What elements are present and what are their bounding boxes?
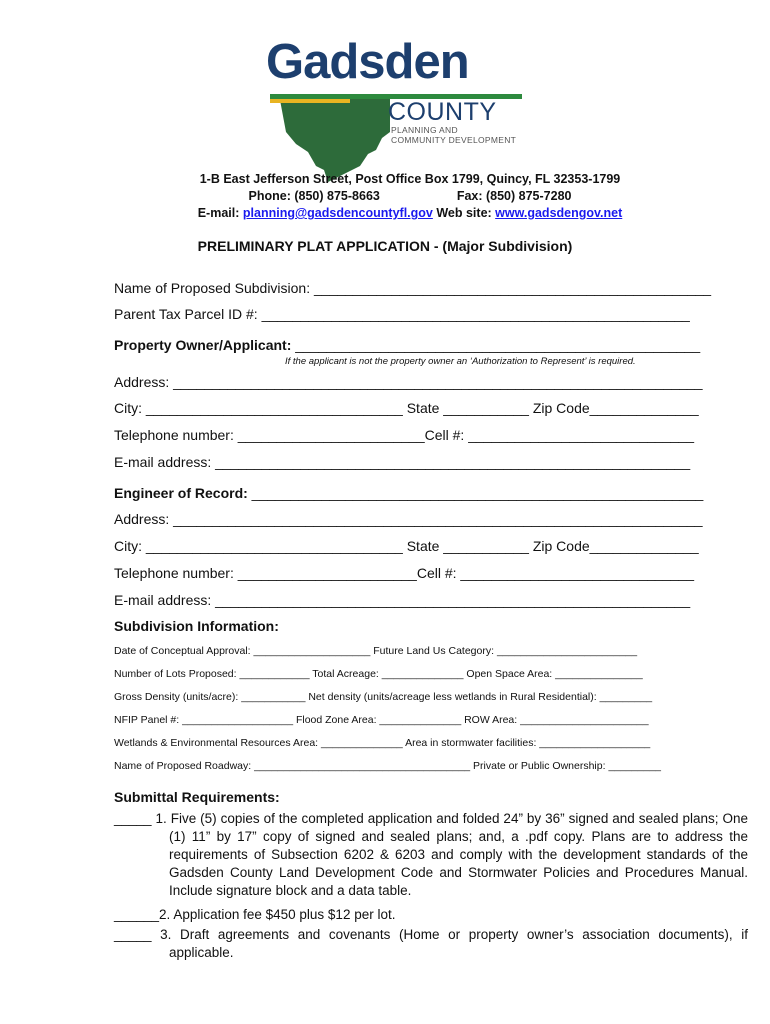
subdivision-row-roadway[interactable]: Name of Proposed Roadway: _____________________________________ Private or Public Ownership: _________: [114, 760, 661, 772]
logo-sub-line1: PLANNING AND: [391, 125, 458, 135]
owner-note: If the applicant is not the property owner an ‘Authorization to Represent’ is required.: [285, 356, 636, 367]
email-label: E-mail:: [197, 206, 240, 220]
engineer-email-field[interactable]: E-mail address: _____________________________________________________________: [114, 592, 691, 608]
owner-city-field[interactable]: City: _________________________________ State ___________ Zip Code______________: [114, 400, 699, 416]
logo-county: COUNTY: [388, 98, 497, 126]
owner-field[interactable]: [114, 337, 700, 353]
web-link[interactable]: www.gadsdengov.net: [495, 206, 623, 220]
submittal-heading: Submittal Requirements:: [114, 789, 280, 805]
county-map-icon: [278, 92, 398, 182]
owner-address-field[interactable]: Address: ____________________________________________________________________: [114, 374, 703, 390]
subdivision-info-heading: Subdivision Information:: [114, 618, 279, 634]
engineer-line: __________________________________________________________: [247, 485, 704, 501]
document-title: PRELIMINARY PLAT APPLICATION - (Major Subdivision): [197, 238, 573, 254]
submittal-item-3: [114, 926, 748, 962]
logo-sub-line2: COMMUNITY DEVELOPMENT: [391, 135, 517, 145]
subdivision-name-field[interactable]: Name of Proposed Subdivision: ___________________________________________________: [114, 280, 712, 296]
engineer-phone-field[interactable]: Telephone number: _______________________Cell #: ______________________________: [114, 565, 694, 581]
contact-fax: Fax: (850) 875-7280: [456, 189, 572, 203]
engineer-city-field[interactable]: City: _________________________________ State ___________ Zip Code______________: [114, 538, 699, 554]
engineer-address-field[interactable]: Address: ____________________________________________________________________: [114, 511, 703, 527]
subdivision-row-density[interactable]: Gross Density (units/acre): ___________ Net density (units/acreage less wetlands in Rural Residential): _________: [114, 691, 653, 703]
engineer-field[interactable]: [114, 485, 703, 501]
county-logo: [266, 36, 522, 154]
submittal-item-2-text: ______2. Application fee $450 plus $12 per lot.: [114, 907, 396, 922]
email-link[interactable]: planning@gadsdencountyfl.gov: [242, 206, 433, 220]
contact-phone-fax: [100, 189, 720, 203]
owner-email-field[interactable]: E-mail address: _____________________________________________________________: [114, 454, 691, 470]
engineer-label: Engineer of Record:: [114, 485, 248, 501]
subdivision-row-approval[interactable]: Date of Conceptual Approval: ____________________ Future Land Us Category: ________________________: [114, 645, 638, 657]
submittal-item-1: [114, 810, 748, 900]
submittal-item-1-text: _____ 1. Five (5) copies of the completed application and folded 24” by 36” signed and sealed plans; One (1) 11” by 17” copy of signed and sealed plans; and, a .pdf copy. Plans are to address the requirements of Subsection 6202 & 6203 and comply with the development standards of the Gadsden County Land Development Code and Stormwater Policies and Procedures Manual. Include signature block and a data table.: [114, 811, 748, 898]
contact-phone: Phone: (850) 875-8663: [248, 189, 380, 203]
owner-phone-field[interactable]: Telephone number: ________________________Cell #: _____________________________: [114, 427, 694, 443]
logo-wordmark: Gadsden: [266, 35, 469, 89]
subdivision-row-nfip[interactable]: NFIP Panel #: ___________________ Flood Zone Area: ______________ ROW Area: ______________________: [114, 714, 649, 726]
subdivision-row-lots[interactable]: Number of Lots Proposed: ____________ Total Acreage: ______________ Open Space Area: _______________: [114, 668, 643, 680]
owner-label: Property Owner/Applicant:: [114, 337, 292, 353]
subdivision-row-wetlands[interactable]: Wetlands & Environmental Resources Area: ______________ Area in stormwater facilities: ___________________: [114, 737, 651, 749]
parent-parcel-field[interactable]: Parent Tax Parcel ID #: _______________________________________________________: [114, 306, 690, 322]
contact-email-web: [100, 206, 720, 220]
submittal-item-3-text: _____ 3. Draft agreements and covenants (Home or property owner’s association documents), if applicable.: [114, 927, 748, 960]
contact-address: 1-B East Jefferson Street, Post Office Box 1799, Quincy, FL 32353-1799: [199, 172, 621, 186]
logo-stripe-gold: [270, 99, 350, 103]
web-label: Web site:: [436, 206, 492, 220]
submittal-item-2: [114, 906, 748, 924]
owner-line: ____________________________________________________: [291, 337, 701, 353]
